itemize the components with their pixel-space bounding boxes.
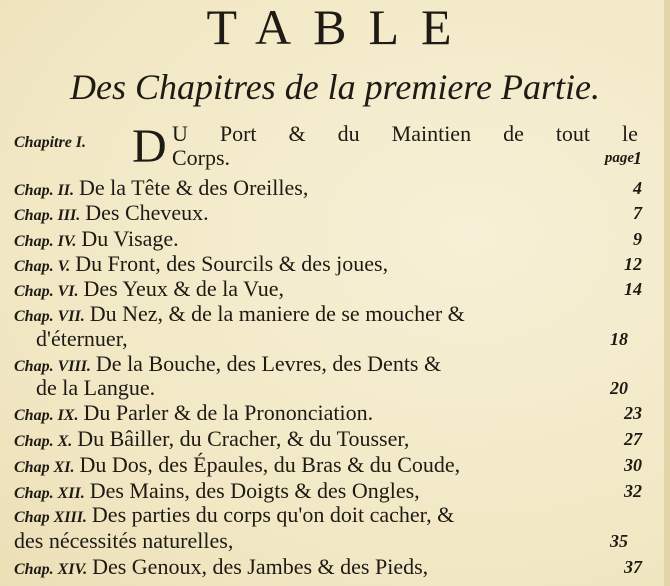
chapter-title: Des Cheveux. <box>85 200 209 225</box>
toc-row-continuation <box>36 327 642 351</box>
toc-row <box>14 201 642 225</box>
chapter-label: Chap XIII. <box>14 509 87 526</box>
chapter-label: Chap XI. <box>14 459 75 476</box>
chapter-title: De la Bouche, des Levres, des Dents & <box>95 351 442 376</box>
chapter-title: Du Parler & de la Prononciation. <box>83 400 374 425</box>
chapter-title: Du Nez, & de la maniere de se moucher & <box>89 301 465 326</box>
toc-row <box>14 227 642 251</box>
toc-row <box>14 401 642 425</box>
toc-row <box>14 453 642 477</box>
title-word: du <box>337 121 360 146</box>
chapter-label: Chap. III. <box>14 207 81 224</box>
toc-row-continuation <box>14 528 628 553</box>
chapter-label: Chap. X. <box>14 433 73 450</box>
chapter-label: Chap. VI. <box>14 283 79 300</box>
chapter-label: Chap. V. <box>14 258 71 275</box>
toc-row <box>14 277 642 301</box>
page-number: 7 <box>633 203 642 223</box>
chapter-1-title <box>172 122 638 146</box>
page-subtitle: Des Chapitres de la premiere Partie. <box>70 67 600 107</box>
title-word: le <box>622 121 638 146</box>
page-number: 20 <box>610 378 628 398</box>
toc-row <box>14 352 642 376</box>
toc-row <box>14 176 642 200</box>
toc-row <box>14 427 642 451</box>
chapter-title: Du Bâiller, du Cracher, & du Tousser, <box>77 426 410 451</box>
toc-row <box>14 252 642 276</box>
chapter-title: Du Front, des Sourcils & des joues, <box>75 251 389 276</box>
chapter-label: Chap. IX. <box>14 407 79 424</box>
page-number: 12 <box>624 254 642 274</box>
page-number: 14 <box>624 279 642 299</box>
chapter-label: Chapitre I. <box>14 134 87 151</box>
title-word: U <box>172 121 188 146</box>
page-edge <box>664 0 670 586</box>
page-number: 35 <box>610 531 628 551</box>
page-number: 1 <box>633 148 642 168</box>
toc-row <box>14 503 642 527</box>
title-word: Port <box>219 121 257 146</box>
title-word: tout <box>555 121 591 146</box>
title-word: de <box>503 121 524 146</box>
chapter-title: Des Yeux & de la Vue, <box>83 276 285 301</box>
chapter-title: Du Visage. <box>81 226 179 251</box>
chapter-label: Chap. VIII. <box>14 358 91 375</box>
chapter-label: Chap. XII. <box>14 485 85 502</box>
page-number: 27 <box>624 429 642 449</box>
page-number: 23 <box>624 403 642 423</box>
drop-cap: D <box>132 120 167 173</box>
chapter-title-continuation: de la Langue. <box>36 375 156 400</box>
chapter-title-continuation: d'éternuer, <box>36 326 128 351</box>
chapter-label: Chap. II. <box>14 182 75 199</box>
chapter-label: Chap. XIV. <box>14 561 88 578</box>
page-number: 37 <box>624 557 642 577</box>
chapter-label: Chap. IV. <box>14 233 77 250</box>
page-number: 32 <box>624 481 642 501</box>
chapter-title: Des parties du corps qu'on doit cacher, & <box>91 502 455 527</box>
chapter-label: Chap. VII. <box>14 308 85 325</box>
toc-row-continuation <box>36 376 642 400</box>
toc-row <box>14 555 642 579</box>
chapter-title: Du Dos, des Épaules, du Bras & du Coude, <box>79 452 461 477</box>
title-word: & <box>288 121 306 146</box>
chapter-title: De la Tête & des Oreilles, <box>79 175 309 200</box>
title-word: Maintien <box>391 121 472 146</box>
page-label: page <box>604 150 634 166</box>
chapter-title-continuation: des nécessités naturelles, <box>14 528 234 553</box>
toc-row <box>14 302 642 326</box>
page-number: 18 <box>610 329 628 349</box>
chapter-title: Des Mains, des Doigts & des Ongles, <box>89 478 420 503</box>
page-number: 9 <box>633 229 642 249</box>
chapter-1-continuation: Corps. <box>172 145 231 170</box>
page-number: 30 <box>624 455 642 475</box>
page-number: 4 <box>633 178 642 198</box>
chapter-title: Des Genoux, des Jambes & des Pieds, <box>92 554 429 579</box>
toc-row <box>14 479 642 503</box>
page-title: TABLE <box>206 0 474 55</box>
